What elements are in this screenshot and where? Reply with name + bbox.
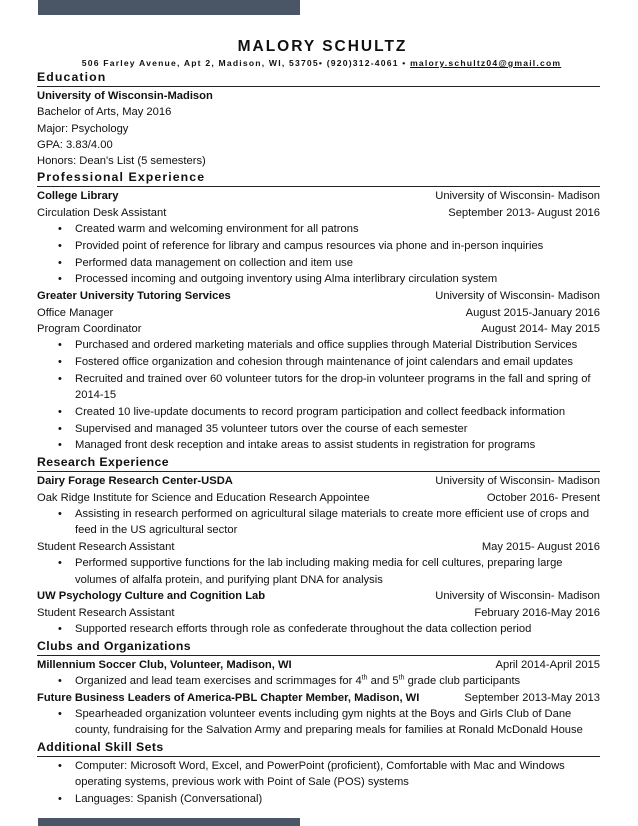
job-location: University of Wisconsin- Madison [435, 290, 600, 303]
list-item: • Supported research efforts through role as confederate throughout the data collection period [75, 621, 600, 637]
header-decor-bar [38, 0, 300, 15]
bullet-list [37, 555, 600, 588]
list-item: • Managed front desk reception and intake areas to assist students in registration for programs [75, 437, 600, 453]
phone: (920)312-4061 [326, 58, 399, 68]
job-role: Oak Ridge Institute for Science and Education Research Appointee [37, 491, 370, 504]
address: 506 Farley Avenue, Apt 2, Madison, WI, 53705 [81, 58, 319, 68]
bullet-separator: • [318, 58, 327, 68]
candidate-name: MALORY SCHULTZ [237, 38, 408, 55]
section-divider [37, 756, 600, 757]
bullet-list [37, 758, 600, 807]
list-item: • Purchased and ordered marketing materials and office supplies through Material Distribution Services [75, 337, 600, 353]
resume-page [37, 37, 600, 808]
job-role: Student Research Assistant [37, 540, 175, 553]
text-run: grade club participants [404, 675, 521, 687]
job-dates: September 2013- August 2016 [448, 206, 600, 219]
job-org: UW Psychology Culture and Cognition Lab [37, 590, 266, 603]
job-role: Office Manager [37, 306, 114, 319]
education-degree: Bachelor of Arts, May 2016 [37, 106, 172, 119]
job-header [37, 288, 600, 304]
bullet-list [37, 706, 600, 739]
job-role-row [37, 305, 600, 321]
list-item: • Spearheaded organization volunteer events including gym nights at the Boys and Girls Club of Dane county, fundraising for the Salvation Army and preparing meals for families at Ronald McDonald House [75, 706, 600, 739]
job-role: Program Coordinator [37, 322, 142, 335]
job-dates: August 2015-January 2016 [465, 306, 600, 319]
job-role-row [37, 605, 600, 621]
job-role-row [37, 539, 600, 555]
email-link[interactable]: malory.schultz04@gmail.com [410, 58, 562, 68]
section-heading-clubs: Clubs and Organizations [37, 638, 192, 653]
job-location: University of Wisconsin- Madison [435, 590, 600, 603]
section-heading-professional: Professional Experience [37, 170, 206, 185]
job-location: University of Wisconsin- Madison [435, 475, 600, 488]
list-item: • Fostered office organization and cohesion through maintenance of joint calendars and email updates [75, 354, 600, 370]
list-item: • Computer: Microsoft Word, Excel, and PowerPoint (proficient), Comfortable with Mac and Windows operating systems, previous work with Point of Sale (POS) systems [75, 758, 600, 791]
job-role: Circulation Desk Assistant [37, 206, 167, 219]
superscript: th [361, 674, 368, 682]
section-divider [37, 186, 600, 187]
list-item: • Processed incoming and outgoing inventory using Alma interlibrary circulation system [75, 271, 600, 287]
footer-decor-bar [38, 818, 300, 826]
list-item [75, 673, 600, 689]
bullet-list [37, 337, 600, 454]
section-heading-skills: Additional Skill Sets [37, 740, 164, 755]
job-org: Millennium Soccer Club, Volunteer, Madison, WI [37, 658, 292, 671]
job-header [37, 690, 600, 706]
job-location: University of Wisconsin- Madison [435, 190, 600, 203]
section-heading-research: Research Experience [37, 455, 170, 470]
list-item: • Provided point of reference for library and campus resources via phone and in-person inquiries [75, 238, 600, 254]
job-org: Greater University Tutoring Services [37, 290, 231, 303]
job-role-row [37, 321, 600, 337]
job-role-row [37, 205, 600, 221]
text-run: Organized and lead team exercises and scrimmages for 4 [75, 675, 362, 687]
job-header [37, 657, 600, 673]
section-divider [37, 655, 600, 656]
job-dates: May 2015- August 2016 [481, 540, 600, 553]
list-item: • Assisting in research performed on agricultural silage materials to create more efficient use of crops and feed in the US agricultural sector [75, 506, 600, 539]
section-divider [37, 471, 600, 472]
list-item: • Performed data management on collection and item use [75, 255, 600, 271]
job-role-row [37, 490, 600, 506]
education-school: University of Wisconsin-Madison [37, 90, 213, 102]
job-header [37, 188, 600, 204]
education-major: Major: Psychology [37, 122, 129, 135]
education-gpa: GPA: 3.83/4.00 [37, 138, 113, 151]
job-role: Student Research Assistant [37, 606, 175, 619]
job-org: Dairy Forage Research Center-USDA [37, 475, 233, 488]
bullet-separator: • [398, 58, 411, 68]
job-dates: April 2014-April 2015 [495, 658, 600, 671]
education-honors: Honors: Dean's List (5 semesters) [37, 155, 206, 168]
contact-line [43, 57, 600, 69]
job-org: College Library [37, 190, 119, 203]
list-item: • Supervised and managed 35 volunteer tutors over the course of each semester [75, 421, 600, 437]
text-run: and 5 [367, 675, 399, 687]
list-item: • Created 10 live-update documents to record program participation and collect feedback information [75, 404, 600, 420]
list-item: • Recruited and trained over 60 volunteer tutors for the drop-in volunteer programs in the fall and spring of 2014-15 [75, 371, 600, 404]
list-item: • Created warm and welcoming environment for all patrons [75, 221, 600, 237]
bullet-list [37, 673, 600, 689]
job-dates: September 2013-May 2013 [464, 691, 600, 704]
section-divider [37, 86, 600, 87]
superscript: th [398, 674, 405, 682]
section-heading-education: Education [37, 70, 107, 84]
job-org: Future Business Leaders of America-PBL Chapter Member, Madison, WI [37, 691, 420, 704]
bullet-list [37, 621, 600, 637]
job-dates: October 2016- Present [486, 491, 600, 504]
list-item: • Performed supportive functions for the lab including making media for cell cultures, preparing large volumes of alfalfa protein, and purifying plant DNA for analysis [75, 555, 600, 588]
job-header [37, 473, 600, 489]
bullet-list [37, 221, 600, 288]
list-item: • Languages: Spanish (Conversational) [75, 791, 600, 807]
job-header [37, 588, 600, 604]
job-dates: August 2014- May 2015 [481, 322, 600, 335]
job-dates: February 2016-May 2016 [474, 606, 600, 619]
bullet-list [37, 506, 600, 539]
